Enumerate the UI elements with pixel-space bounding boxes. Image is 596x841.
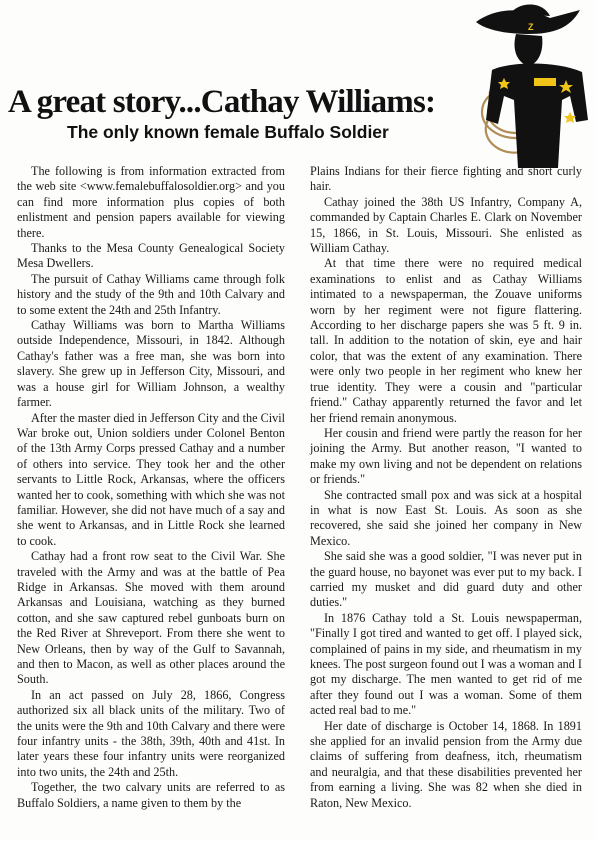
- paragraph: Cathay had a front row seat to the Civil War. She traveled with the Army and was at the battle of Pea Ridge in Arkansas. She moved with them around Arkansas and Louisiana, watching as they burned cotton, and she saw captured rebel gunboats burn on the Red River at Shreveport. From there she went to New Orleans, then by way of the Gulf to Savannah, and then to Macon, as well as other places around the South.: [17, 549, 285, 687]
- article-subtitle: The only known female Buffalo Soldier: [67, 122, 389, 142]
- paragraph: She contracted small pox and was sick at a hospital in what is now East St. Louis. As soon as she recovered, she said she joined her company in New Mexico.: [310, 487, 582, 548]
- right-column: [310, 164, 582, 811]
- paragraph: After the master died in Jefferson City and the Civil War broke out, Union soldiers under Colonel Benton of the 13th Army Corps pressed Cathay and a number of others into service. They took her and the other servants to Little Rock, Arkansas, where the officers wanted her to cook, something with which she was not familiar. However, she did not have much of a say and she went to Arkansas, and in Little Rock she learned to cook.: [17, 410, 285, 548]
- paragraph: Cathay joined the 38th US Infantry, Company A, commanded by Captain Charles E. Clark on November 15, 1866, in St. Louis, Missouri. She enlisted as William Cathay.: [310, 194, 582, 256]
- paragraph: She said she was a good soldier, "I was never put in the guard house, no bayonet was ever put to my back. I carried my musket and did guard duty and other duties.": [310, 549, 582, 610]
- paragraph: Plains Indians for their fierce fighting and short curly hair.: [310, 164, 582, 194]
- svg-text:Z: Z: [528, 22, 534, 32]
- paragraph: Thanks to the Mesa County Genealogical Society Mesa Dwellers.: [17, 241, 285, 271]
- article-title: A great story...Cathay Williams:: [8, 84, 436, 120]
- paragraph: At that time there were no required medical examinations to enlist and as Cathay Williams intimated to a newspaperman, the Zouave uniforms worn by her regiment were not figure flattering. According to her discharge papers she was 5 ft. 9 in. tall. In addition to the notation of skin, eye and hair color, that was the extent of any examination. There were only two people in her regiment who knew her true identity. They were a cousin and "particular friend." Cathay apparently returned the favor and let her friend remain anonymous.: [310, 256, 582, 425]
- left-column: [17, 164, 285, 811]
- paragraph: Together, the two calvary units are referred to as Buffalo Soldiers, a name given to them by the: [17, 780, 285, 810]
- paragraph: In an act passed on July 28, 1866, Congress authorized six all black units of the military. Two of the units were the 9th and 10th Calvary and there were four infantry units - the 38th, 39th, 40th and 41st. In later years these four infantry units were reorganized into two units, the 24th and 25th.: [17, 687, 285, 779]
- paragraph: The following is from information extracted from the web site <www.femalebuffalosoldier.org> and you can find more information plus copies of both enlistment and pension papers available for viewing there.: [17, 164, 285, 240]
- paragraph: In 1876 Cathay told a St. Louis newspaperman, "Finally I got tired and wanted to get off. I played sick, complained of pains in my side, and rheumatism in my knees. The post surgeon found out I was a woman and I got my discharge. The men wanted to get rid of me after they found out I was a woman. Some of them acted real bad to me.": [310, 610, 582, 718]
- paragraph: Her cousin and friend were partly the reason for her joining the Army. But another reason, "I wanted to make my own living and not be dependent on relations or friends.": [310, 425, 582, 487]
- paragraph: Her date of discharge is October 14, 1868. In 1891 she applied for an invalid pension from the Army due claims of suffering from deafness, itch, rheumatism and neuralgia, and that these disabilities prevented her from earning a living. She was 82 when she died in Raton, New Mexico.: [310, 718, 582, 810]
- paragraph: The pursuit of Cathay Williams came through folk history and the study of the 9th and 10th Calvary and to some extent the 24th and 25th Infantry.: [17, 271, 285, 317]
- paragraph: Cathay Williams was born to Martha Williams outside Independence, Missouri, in 1842. Although Cathay's father was a free man, she was born into slavery. She grew up in Jefferson City, Missouri, and was a house girl for William Johnson, a wealthy farmer.: [17, 318, 285, 410]
